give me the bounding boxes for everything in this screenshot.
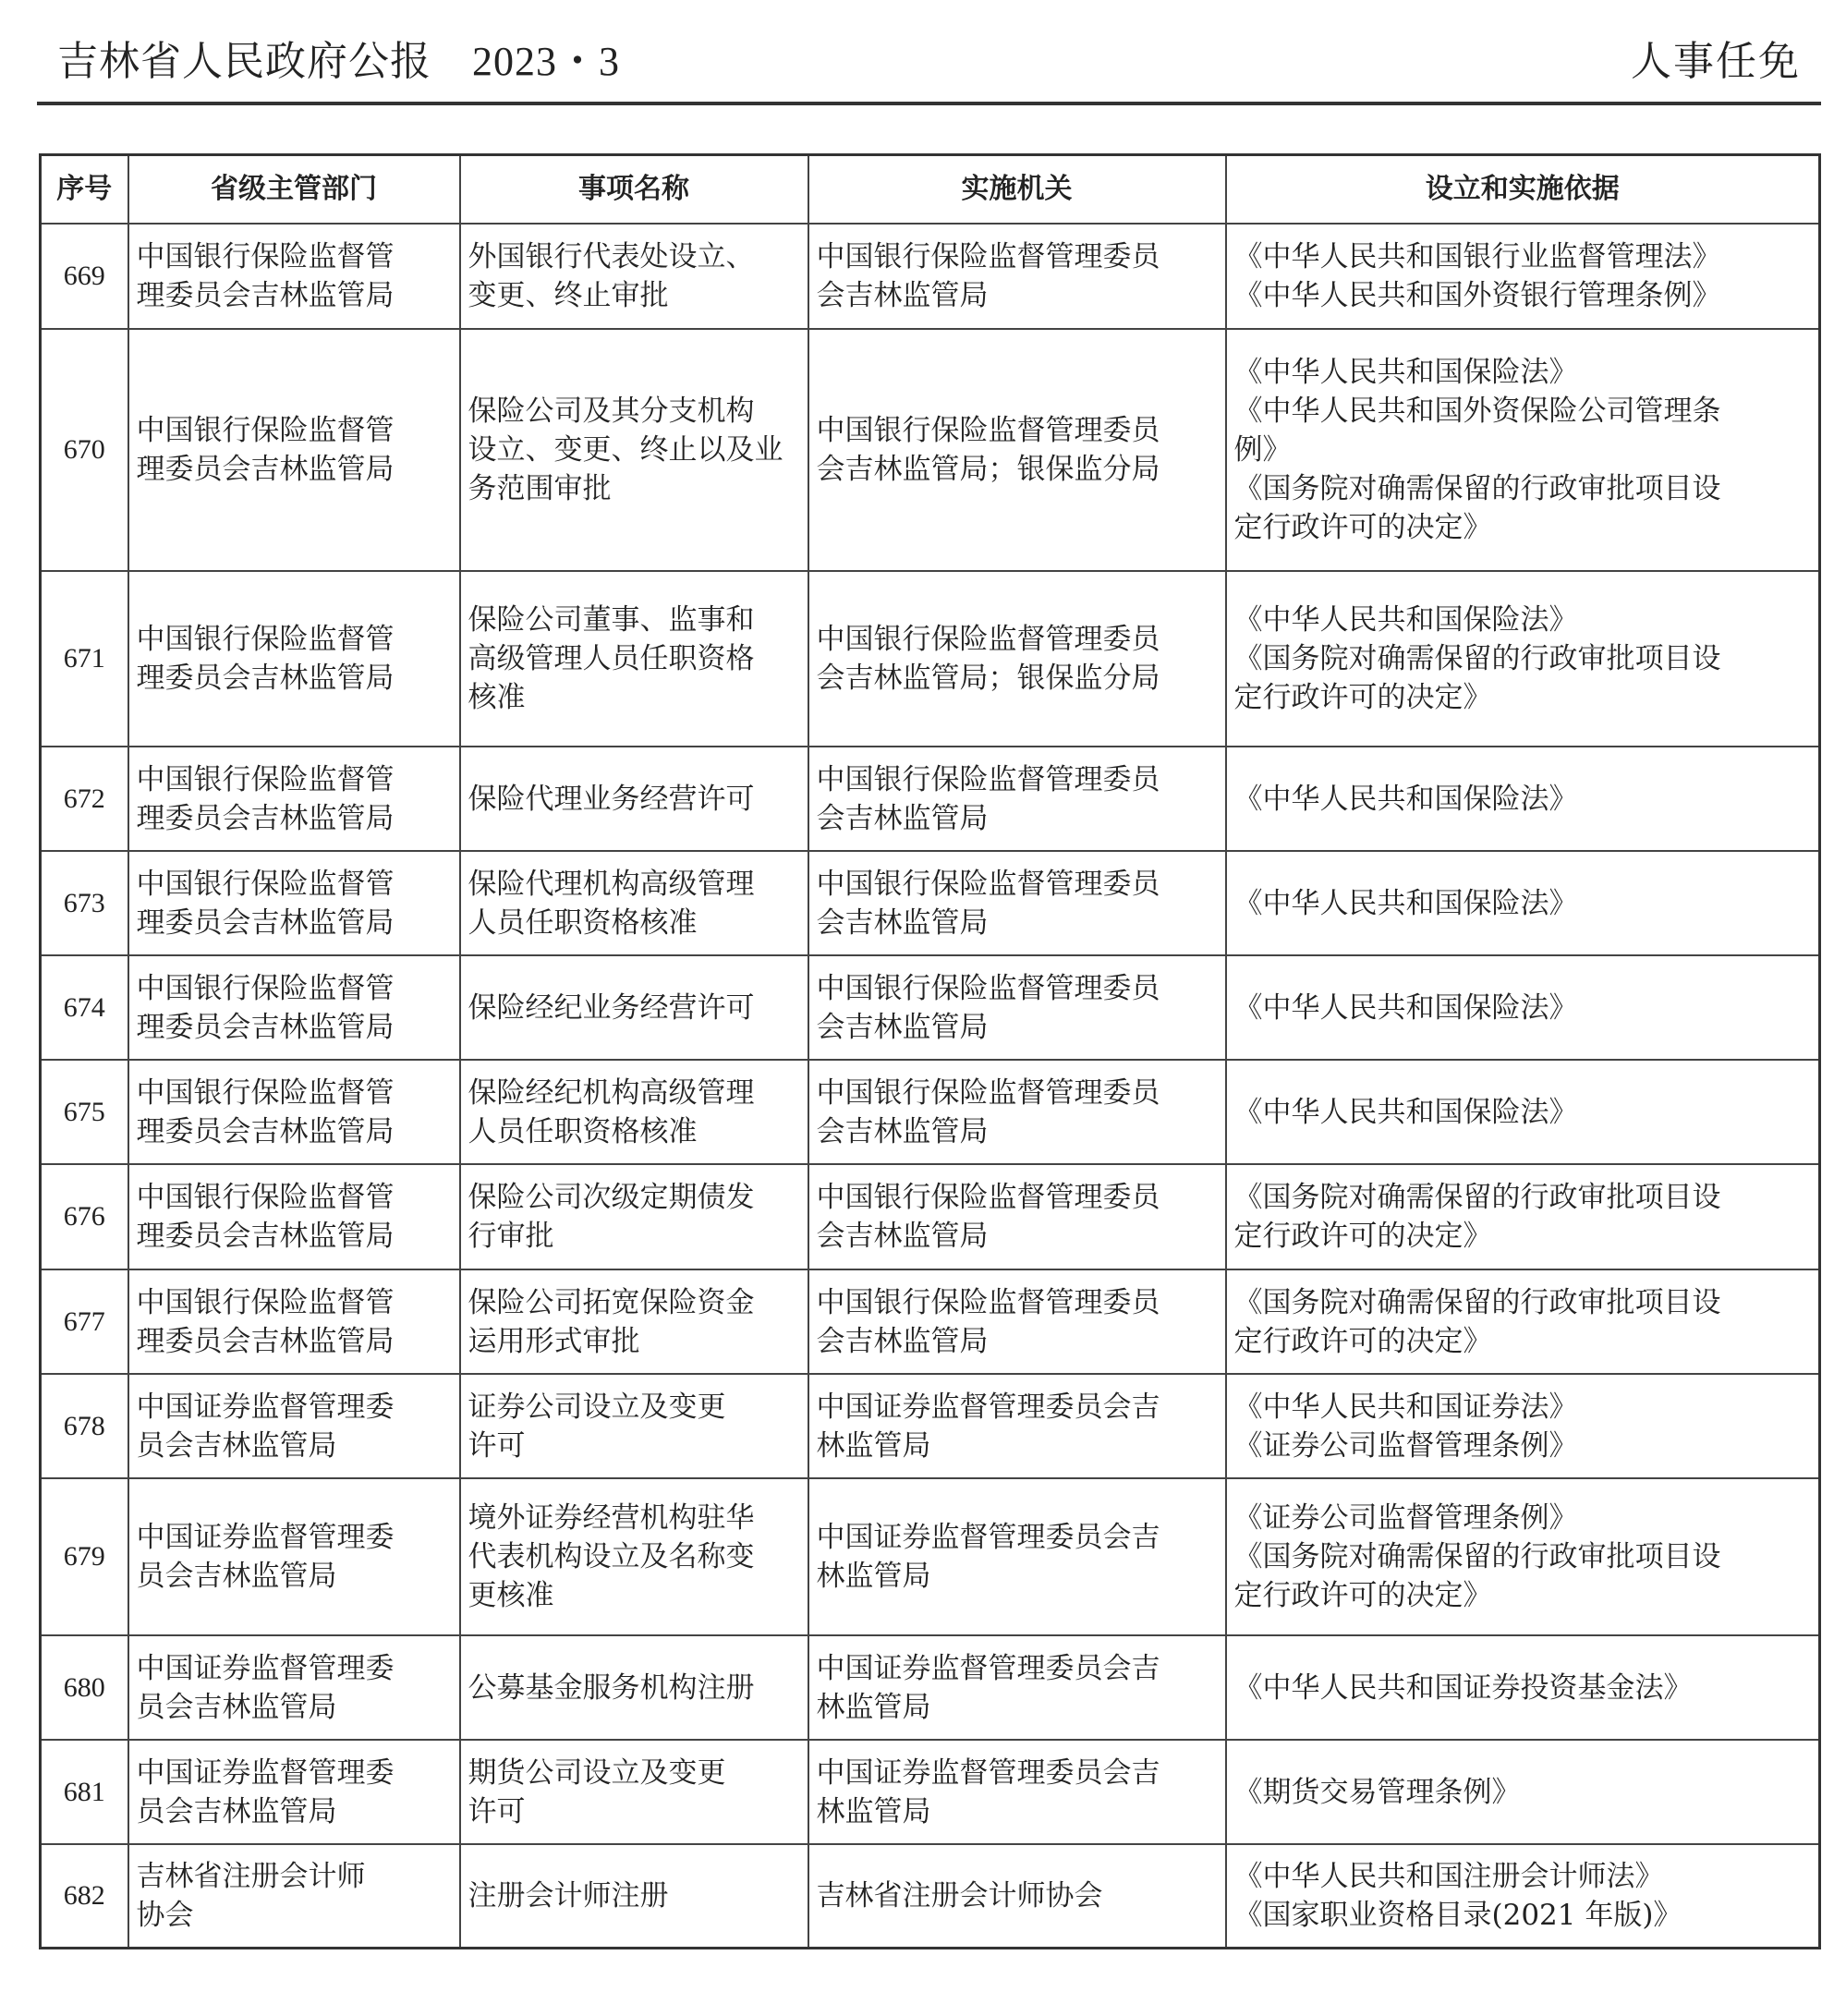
cell-line: 例》: [1233, 433, 1292, 467]
cell-line: 中国证券监督管理委: [136, 1755, 395, 1790]
cell-item: [460, 851, 808, 955]
cell-line: 中国证券监督管理委员会吉: [816, 1651, 1160, 1685]
cell-item: [460, 1844, 808, 1948]
cell-line: 《中华人民共和国保险法》: [1233, 886, 1578, 920]
cell-line: 保险经纪机构高级管理: [468, 1075, 755, 1110]
cell-line: 中国银行保险监督管理委员: [816, 1181, 1160, 1214]
cell-line: 定行政许可的决定》: [1233, 681, 1492, 714]
cell-line: 中国银行保险监督管理委员: [816, 1075, 1160, 1110]
cell-line: 期货公司设立及变更: [468, 1755, 726, 1790]
cell-dept: [128, 1269, 460, 1374]
cell-line: 许可: [468, 1794, 526, 1828]
table-row: [41, 329, 1820, 571]
cell-line: 理委员会吉林监管局: [136, 453, 395, 486]
cell-line: 《中华人民共和国保险法》: [1233, 782, 1578, 816]
cell-line: 公募基金服务机构注册: [468, 1670, 755, 1705]
table-row: [41, 224, 1820, 329]
cell-agency: [808, 1635, 1226, 1740]
cell-dept: [128, 1478, 460, 1635]
cell-basis: [1226, 747, 1820, 851]
cell-line: 中国银行保险监督管理委员: [816, 762, 1160, 796]
cell-line: 会吉林监管局；银保监分局: [816, 662, 1160, 695]
cell-agency: [808, 1269, 1226, 1374]
header-divider: [37, 102, 1821, 105]
cell-line: 员会吉林监管局: [136, 1794, 337, 1828]
column-header-basis: 设立和实施依据: [1226, 155, 1820, 225]
table-row: [41, 851, 1820, 955]
cell-agency: [808, 1060, 1226, 1164]
cell-dept: [128, 1374, 460, 1478]
cell-line: 会吉林监管局: [816, 1114, 989, 1148]
cell-agency: [808, 1844, 1226, 1948]
cell-basis: [1226, 571, 1820, 747]
cell-line: 会吉林监管局: [816, 905, 989, 940]
cell-line: 中国银行保险监督管理委员: [816, 623, 1160, 656]
cell-line: 理委员会吉林监管局: [136, 1324, 395, 1358]
cell-no: 680: [41, 1635, 128, 1740]
column-header-agency: 实施机关: [808, 155, 1226, 225]
cell-line: 《中华人民共和国保险法》: [1233, 990, 1578, 1025]
table-row: [41, 1844, 1820, 1948]
cell-dept: [128, 1060, 460, 1164]
cell-agency: [808, 329, 1226, 571]
cell-line: 中国银行保险监督管理委员: [816, 971, 1160, 1005]
cell-basis: [1226, 1740, 1820, 1844]
cell-line: 《国务院对确需保留的行政审批项目设: [1233, 1181, 1721, 1214]
cell-line: 行审批: [468, 1220, 554, 1253]
cell-line: 《中华人民共和国证券法》: [1233, 1390, 1578, 1424]
cell-line: 《证券公司监督管理条例》: [1233, 1501, 1578, 1535]
cell-no: 669: [41, 224, 128, 329]
cell-line: 许可: [468, 1428, 526, 1463]
cell-line: 定行政许可的决定》: [1233, 1579, 1492, 1612]
cell-line: 定行政许可的决定》: [1233, 1324, 1492, 1358]
cell-line: 注册会计师注册: [468, 1878, 669, 1913]
cell-agency: [808, 747, 1226, 851]
cell-line: 《国务院对确需保留的行政审批项目设: [1233, 472, 1721, 505]
cell-item: [460, 1269, 808, 1374]
cell-line: 中国银行保险监督管: [136, 240, 395, 273]
cell-line: 保险代理机构高级管理: [468, 867, 755, 901]
cell-line: 变更、终止审批: [468, 279, 669, 312]
cell-line: 中国银行保险监督管理委员: [816, 240, 1160, 273]
cell-line: 中国银行保险监督管理委员: [816, 867, 1160, 901]
cell-line: 保险公司董事、监事和: [468, 603, 755, 637]
cell-no: 682: [41, 1844, 128, 1948]
column-header-item: 事项名称: [460, 155, 808, 225]
cell-line: 保险公司次级定期债发: [468, 1181, 755, 1214]
cell-no: 675: [41, 1060, 128, 1164]
cell-agency: [808, 1740, 1226, 1844]
cell-agency: [808, 1478, 1226, 1635]
cell-line: 会吉林监管局: [816, 1010, 989, 1044]
cell-line: 中国银行保险监督管: [136, 971, 395, 1005]
cell-line: 设立、变更、终止以及业: [468, 433, 783, 467]
cell-line: 会吉林监管局: [816, 801, 989, 835]
cell-line: 吉林省注册会计师协会: [816, 1878, 1103, 1913]
cell-line: 员会吉林监管局: [136, 1690, 337, 1724]
cell-line: 理委员会吉林监管局: [136, 1114, 395, 1148]
cell-line: 《中华人民共和国外资保险公司管理条: [1233, 395, 1721, 428]
cell-dept: [128, 1164, 460, 1269]
cell-line: 会吉林监管局: [816, 279, 989, 312]
cell-line: 中国银行保险监督管: [136, 1285, 395, 1319]
table-row: [41, 571, 1820, 747]
cell-line: 外国银行代表处设立、: [468, 240, 755, 273]
cell-item: [460, 571, 808, 747]
cell-no: 670: [41, 329, 128, 571]
cell-dept: [128, 1844, 460, 1948]
table-row: [41, 1478, 1820, 1635]
table-row: [41, 1740, 1820, 1844]
cell-line: 林监管局: [816, 1560, 931, 1593]
cell-item: [460, 955, 808, 1060]
cell-agency: [808, 851, 1226, 955]
cell-item: [460, 747, 808, 851]
cell-basis: [1226, 1060, 1820, 1164]
cell-line: 《中华人民共和国证券投资基金法》: [1233, 1670, 1693, 1705]
cell-dept: [128, 329, 460, 571]
cell-agency: [808, 224, 1226, 329]
cell-dept: [128, 955, 460, 1060]
table-row: [41, 1374, 1820, 1478]
cell-line: 人员任职资格核准: [468, 905, 698, 940]
cell-line: 理委员会吉林监管局: [136, 905, 395, 940]
cell-line: 中国银行保险监督管理委员: [816, 414, 1160, 447]
cell-line: 中国证券监督管理委: [136, 1521, 395, 1554]
cell-no: 681: [41, 1740, 128, 1844]
cell-item: [460, 1164, 808, 1269]
cell-line: 中国证券监督管理委员会吉: [816, 1521, 1160, 1554]
cell-no: 677: [41, 1269, 128, 1374]
table-row: [41, 1060, 1820, 1164]
cell-basis: [1226, 1635, 1820, 1740]
cell-line: 《国务院对确需保留的行政审批项目设: [1233, 642, 1721, 675]
administrative-items-table: [39, 153, 1821, 1949]
cell-no: 672: [41, 747, 128, 851]
cell-line: 吉林省注册会计师: [136, 1859, 366, 1893]
cell-line: 《国务院对确需保留的行政审批项目设: [1233, 1540, 1721, 1573]
cell-line: 中国银行保险监督管: [136, 762, 395, 796]
cell-line: 核准: [468, 681, 526, 714]
cell-line: 理委员会吉林监管局: [136, 1220, 395, 1253]
cell-item: [460, 1478, 808, 1635]
cell-basis: [1226, 1374, 1820, 1478]
cell-line: 保险代理业务经营许可: [468, 782, 755, 816]
cell-dept: [128, 1740, 460, 1844]
table-row: [41, 1164, 1820, 1269]
cell-line: 中国银行保险监督管: [136, 623, 395, 656]
cell-line: 《中华人民共和国注册会计师法》: [1233, 1859, 1664, 1893]
cell-line: 定行政许可的决定》: [1233, 1220, 1492, 1253]
column-header-dept: 省级主管部门: [128, 155, 460, 225]
cell-line: 理委员会吉林监管局: [136, 801, 395, 835]
cell-line: 理委员会吉林监管局: [136, 1010, 395, 1044]
cell-item: [460, 224, 808, 329]
column-header-no: 序号: [41, 155, 128, 225]
cell-agency: [808, 1374, 1226, 1478]
cell-line: 协会: [136, 1898, 194, 1932]
cell-agency: [808, 1164, 1226, 1269]
table-row: [41, 1635, 1820, 1740]
cell-line: 《中华人民共和国保险法》: [1233, 356, 1578, 389]
cell-line: 中国证券监督管理委员会吉: [816, 1390, 1160, 1424]
cell-basis: [1226, 224, 1820, 329]
cell-line: 《期货交易管理条例》: [1233, 1775, 1521, 1809]
cell-line: 《中华人民共和国银行业监督管理法》: [1233, 240, 1721, 273]
cell-line: 保险经纪业务经营许可: [468, 990, 755, 1025]
cell-basis: [1226, 1164, 1820, 1269]
cell-line: 《中华人民共和国保险法》: [1233, 603, 1578, 637]
cell-line: 林监管局: [816, 1794, 931, 1828]
cell-dept: [128, 1635, 460, 1740]
cell-line: 代表机构设立及名称变: [468, 1540, 755, 1573]
cell-line: 中国证券监督管理委: [136, 1390, 395, 1424]
table-row: [41, 747, 1820, 851]
cell-basis: [1226, 329, 1820, 571]
cell-no: 671: [41, 571, 128, 747]
cell-dept: [128, 851, 460, 955]
cell-agency: [808, 571, 1226, 747]
cell-item: [460, 1374, 808, 1478]
cell-line: 林监管局: [816, 1428, 931, 1463]
cell-line: 《国家职业资格目录(2021 年版)》: [1233, 1898, 1682, 1932]
cell-line: 理委员会吉林监管局: [136, 279, 395, 312]
cell-no: 678: [41, 1374, 128, 1478]
cell-line: 人员任职资格核准: [468, 1114, 698, 1148]
table-row: [41, 955, 1820, 1060]
cell-no: 679: [41, 1478, 128, 1635]
section-title: 人事任免: [1631, 38, 1801, 85]
cell-agency: [808, 955, 1226, 1060]
publication-title: 吉林省人民政府公报: [57, 38, 431, 85]
cell-item: [460, 329, 808, 571]
cell-line: 中国银行保险监督管: [136, 1181, 395, 1214]
cell-no: 674: [41, 955, 128, 1060]
cell-basis: [1226, 1269, 1820, 1374]
cell-line: 境外证券经营机构驻华: [468, 1501, 755, 1535]
cell-line: 中国证券监督管理委员会吉: [816, 1755, 1160, 1790]
cell-basis: [1226, 955, 1820, 1060]
cell-line: 高级管理人员任职资格: [468, 642, 755, 675]
cell-line: 员会吉林监管局: [136, 1428, 337, 1463]
cell-dept: [128, 747, 460, 851]
cell-line: 理委员会吉林监管局: [136, 662, 395, 695]
cell-line: 中国银行保险监督管理委员: [816, 1285, 1160, 1319]
cell-line: 运用形式审批: [468, 1324, 640, 1358]
cell-line: 定行政许可的决定》: [1233, 511, 1492, 544]
cell-item: [460, 1635, 808, 1740]
cell-line: 《国务院对确需保留的行政审批项目设: [1233, 1285, 1721, 1319]
cell-line: 会吉林监管局: [816, 1220, 989, 1253]
cell-line: 保险公司拓宽保险资金: [468, 1285, 755, 1319]
cell-line: 会吉林监管局: [816, 1324, 989, 1358]
cell-no: 676: [41, 1164, 128, 1269]
cell-basis: [1226, 1478, 1820, 1635]
cell-line: 中国银行保险监督管: [136, 1075, 395, 1110]
cell-line: 中国银行保险监督管: [136, 414, 395, 447]
cell-line: 更核准: [468, 1579, 554, 1612]
cell-line: 《证券公司监督管理条例》: [1233, 1428, 1578, 1463]
table-header-row: [41, 155, 1820, 225]
cell-line: 《中华人民共和国外资银行管理条例》: [1233, 279, 1721, 312]
cell-line: 员会吉林监管局: [136, 1560, 337, 1593]
cell-line: 《中华人民共和国保险法》: [1233, 1095, 1578, 1129]
cell-line: 保险公司及其分支机构: [468, 395, 755, 428]
cell-dept: [128, 224, 460, 329]
cell-line: 务范围审批: [468, 472, 612, 505]
issue-number: 2023・3: [472, 39, 620, 84]
table-row: [41, 1269, 1820, 1374]
cell-line: 中国证券监督管理委: [136, 1651, 395, 1685]
cell-basis: [1226, 1844, 1820, 1948]
cell-line: 证券公司设立及变更: [468, 1390, 726, 1424]
cell-line: 林监管局: [816, 1690, 931, 1724]
cell-item: [460, 1060, 808, 1164]
cell-dept: [128, 571, 460, 747]
cell-line: 中国银行保险监督管: [136, 867, 395, 901]
cell-item: [460, 1740, 808, 1844]
cell-line: 会吉林监管局；银保监分局: [816, 453, 1160, 486]
cell-no: 673: [41, 851, 128, 955]
cell-basis: [1226, 851, 1820, 955]
publication-header: [57, 28, 620, 87]
